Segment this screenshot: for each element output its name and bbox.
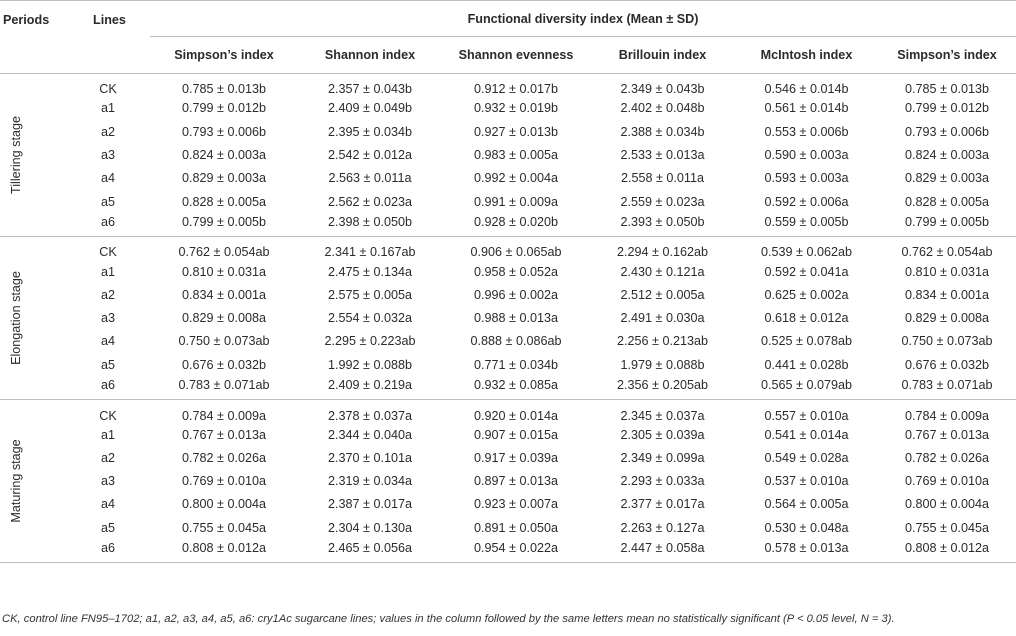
value-cell: 1.992 ± 0.088b — [328, 357, 412, 372]
value-cell: 0.564 ± 0.005a — [764, 497, 849, 512]
value-cell: 0.549 ± 0.028a — [764, 450, 849, 465]
line-cell: a5 — [100, 520, 115, 535]
line-cell: a6 — [100, 541, 115, 556]
column-header: Simpson’s index — [878, 37, 1016, 74]
table-row — [0, 516, 1016, 539]
value-cell: 0.793 ± 0.006b — [905, 124, 989, 139]
table-row — [0, 306, 1016, 329]
value-cell: 0.593 ± 0.003a — [764, 171, 849, 186]
table-row — [0, 74, 1016, 97]
value-cell: 0.537 ± 0.010a — [764, 474, 849, 489]
value-cell: 2.341 ± 0.167ab — [324, 245, 416, 260]
table-row — [0, 167, 1016, 190]
value-cell: 0.755 ± 0.045a — [182, 520, 266, 535]
value-cell: 2.447 ± 0.058a — [620, 541, 705, 556]
value-cell: 0.559 ± 0.005b — [764, 215, 849, 230]
table-row — [0, 423, 1016, 446]
value-cell: 0.769 ± 0.010a — [905, 474, 989, 489]
value-cell: 2.295 ± 0.223ab — [324, 334, 416, 349]
value-cell: 0.592 ± 0.041a — [764, 264, 849, 279]
period-label: Maturing stage — [9, 439, 23, 523]
value-cell: 0.557 ± 0.010a — [764, 408, 849, 423]
value-cell: 2.319 ± 0.034a — [328, 474, 412, 489]
line-cell: a4 — [100, 497, 115, 512]
value-cell: 2.542 ± 0.012a — [328, 148, 412, 163]
line-cell: a2 — [100, 450, 115, 465]
line-cell: CK — [99, 408, 117, 423]
value-cell: 0.546 ± 0.014b — [764, 82, 849, 97]
value-cell: 0.991 ± 0.009a — [474, 194, 558, 209]
value-cell: 0.750 ± 0.073ab — [178, 334, 270, 349]
value-cell: 2.345 ± 0.037a — [620, 408, 705, 423]
table-row — [0, 97, 1016, 120]
line-cell: a1 — [100, 101, 115, 116]
period-label: Tillering stage — [9, 116, 23, 194]
value-cell: 0.530 ± 0.048a — [764, 520, 849, 535]
value-cell: 0.783 ± 0.071ab — [901, 378, 993, 393]
value-cell: 0.769 ± 0.010a — [182, 474, 266, 489]
value-cell: 0.767 ± 0.013a — [905, 427, 989, 442]
value-cell: 2.475 ± 0.134a — [328, 264, 412, 279]
line-cell: a3 — [100, 474, 115, 489]
value-cell: 2.377 ± 0.017a — [620, 497, 705, 512]
value-cell: 2.378 ± 0.037a — [328, 408, 412, 423]
value-cell: 0.824 ± 0.003a — [905, 148, 989, 163]
column-header: Simpson’s index — [150, 37, 298, 74]
value-cell: 0.755 ± 0.045a — [905, 520, 989, 535]
table-row — [0, 283, 1016, 306]
value-cell: 0.810 ± 0.031a — [182, 264, 266, 279]
value-cell: 2.304 ± 0.130a — [328, 520, 412, 535]
value-cell: 0.829 ± 0.008a — [905, 311, 989, 326]
value-cell: 0.676 ± 0.032b — [905, 357, 989, 372]
value-cell: 0.808 ± 0.012a — [182, 541, 266, 556]
value-cell: 0.983 ± 0.005a — [474, 148, 558, 163]
value-cell: 2.256 ± 0.213ab — [617, 334, 708, 349]
value-cell: 0.782 ± 0.026a — [182, 450, 266, 465]
table-footnote: CK, control line FN95–1702; a1, a2, a3, a4, a5, a6: cry1Ac sugarcane lines; values in the column followed by the same letters mean no statistically significant (P < 0.05 level, N = 3). — [2, 613, 895, 625]
value-cell: 0.793 ± 0.006b — [182, 124, 266, 139]
value-cell: 0.824 ± 0.003a — [182, 148, 266, 163]
table-row — [0, 353, 1016, 376]
value-cell: 0.590 ± 0.003a — [764, 148, 849, 163]
value-cell: 0.932 ± 0.019b — [474, 101, 558, 116]
value-cell: 0.784 ± 0.009a — [905, 408, 989, 423]
value-cell: 0.618 ± 0.012a — [764, 311, 849, 326]
value-cell: 0.891 ± 0.050a — [474, 520, 558, 535]
table-row — [0, 120, 1016, 143]
value-cell: 0.927 ± 0.013b — [474, 124, 558, 139]
value-cell: 2.398 ± 0.050b — [328, 215, 412, 230]
table-row — [0, 237, 1016, 260]
line-cell: a4 — [100, 334, 115, 349]
value-cell: 0.565 ± 0.079ab — [761, 378, 852, 393]
value-cell: 0.578 ± 0.013a — [764, 541, 849, 556]
value-cell: 2.293 ± 0.033a — [620, 474, 705, 489]
value-cell: 2.393 ± 0.050b — [620, 215, 705, 230]
line-cell: CK — [99, 82, 117, 97]
period-label-cell — [0, 74, 80, 237]
table-row — [0, 143, 1016, 166]
value-cell: 2.263 ± 0.127a — [620, 520, 705, 535]
table-row — [0, 376, 1016, 399]
line-cell: a1 — [100, 427, 115, 442]
value-cell: 0.828 ± 0.005a — [905, 194, 989, 209]
value-cell: 0.920 ± 0.014a — [474, 408, 558, 423]
value-cell: 0.834 ± 0.001a — [905, 287, 989, 302]
value-cell: 0.906 ± 0.065ab — [470, 245, 562, 260]
column-header: Brillouin index — [590, 37, 735, 74]
value-cell: 2.349 ± 0.099a — [620, 450, 705, 465]
value-cell: 2.305 ± 0.039a — [620, 427, 705, 442]
table-row — [0, 213, 1016, 236]
value-cell: 0.625 ± 0.002a — [764, 287, 849, 302]
table-row — [0, 330, 1016, 353]
value-cell: 0.912 ± 0.017b — [474, 82, 558, 97]
column-header: Shannon index — [298, 37, 442, 74]
value-cell: 2.349 ± 0.043b — [620, 82, 705, 97]
value-cell: 2.558 ± 0.011a — [620, 171, 704, 186]
period-label-cell — [0, 400, 80, 563]
value-cell: 0.785 ± 0.013b — [182, 82, 266, 97]
value-cell: 0.799 ± 0.005b — [905, 215, 989, 230]
value-cell: 0.834 ± 0.001a — [182, 287, 266, 302]
period-label-cell — [0, 237, 80, 400]
value-cell: 2.554 ± 0.032a — [328, 311, 412, 326]
value-cell: 2.559 ± 0.023a — [620, 194, 705, 209]
value-cell: 0.988 ± 0.013a — [474, 311, 558, 326]
value-cell: 2.430 ± 0.121a — [620, 264, 705, 279]
value-cell: 0.561 ± 0.014b — [764, 101, 849, 116]
line-cell: a5 — [100, 357, 115, 372]
table-row — [0, 400, 1016, 423]
value-cell: 0.762 ± 0.054ab — [178, 245, 270, 260]
value-cell: 0.799 ± 0.012b — [905, 101, 989, 116]
value-cell: 2.491 ± 0.030a — [620, 311, 705, 326]
line-cell: CK — [99, 245, 117, 260]
value-cell: 0.829 ± 0.008a — [182, 311, 266, 326]
value-cell: 0.923 ± 0.007a — [474, 497, 558, 512]
value-cell: 0.954 ± 0.022a — [474, 541, 558, 556]
line-cell: a3 — [100, 148, 115, 163]
value-cell: 2.344 ± 0.040a — [328, 427, 412, 442]
value-cell: 2.388 ± 0.034b — [620, 124, 705, 139]
line-cell: a5 — [100, 194, 115, 209]
line-cell: a6 — [100, 215, 115, 230]
table-row — [0, 493, 1016, 516]
value-cell: 2.409 ± 0.049b — [328, 101, 412, 116]
value-cell: 0.828 ± 0.005a — [182, 194, 266, 209]
header-row-1 — [0, 1, 1016, 37]
value-cell: 0.441 ± 0.028b — [764, 357, 849, 372]
table-row — [0, 260, 1016, 283]
line-cell: a4 — [100, 171, 115, 186]
value-cell: 0.771 ± 0.034b — [474, 357, 558, 372]
value-cell: 0.932 ± 0.085a — [474, 378, 558, 393]
value-cell: 0.917 ± 0.039a — [474, 450, 558, 465]
line-cell: a2 — [100, 287, 115, 302]
value-cell: 2.575 ± 0.005a — [328, 287, 412, 302]
value-cell: 0.958 ± 0.052a — [474, 264, 558, 279]
table-row — [0, 470, 1016, 493]
value-cell: 2.356 ± 0.205ab — [617, 378, 708, 393]
value-cell: 0.750 ± 0.073ab — [901, 334, 993, 349]
period-label: Elongation stage — [9, 271, 23, 366]
value-cell: 0.525 ± 0.078ab — [761, 334, 852, 349]
table-row — [0, 446, 1016, 469]
column-header: Shannon evenness — [442, 37, 590, 74]
value-cell: 2.395 ± 0.034b — [328, 124, 412, 139]
functional-diversity-header: Functional diversity index (Mean ± SD) — [467, 11, 699, 26]
value-cell: 0.888 ± 0.086ab — [470, 334, 562, 349]
value-cell: 2.402 ± 0.048b — [620, 101, 705, 116]
value-cell: 0.539 ± 0.062ab — [761, 245, 852, 260]
value-cell: 0.783 ± 0.071ab — [178, 378, 270, 393]
value-cell: 2.294 ± 0.162ab — [617, 245, 708, 260]
value-cell: 0.992 ± 0.004a — [474, 171, 558, 186]
table-row — [0, 539, 1016, 562]
value-cell: 0.553 ± 0.006b — [764, 124, 849, 139]
value-cell: 0.800 ± 0.004a — [905, 497, 989, 512]
table-row — [0, 190, 1016, 213]
value-cell: 2.387 ± 0.017a — [328, 497, 412, 512]
value-cell: 2.533 ± 0.013a — [620, 148, 705, 163]
table-body — [0, 74, 1016, 563]
periods-header: Periods — [3, 13, 50, 27]
value-cell: 0.676 ± 0.032b — [182, 357, 266, 372]
value-cell: 2.512 ± 0.005a — [620, 287, 705, 302]
value-cell: 2.357 ± 0.043b — [328, 82, 412, 97]
value-cell: 0.799 ± 0.012b — [182, 101, 266, 116]
value-cell: 0.784 ± 0.009a — [182, 408, 266, 423]
line-cell: a2 — [100, 124, 115, 139]
value-cell: 0.800 ± 0.004a — [182, 497, 266, 512]
value-cell: 0.829 ± 0.003a — [182, 171, 266, 186]
column-header: McIntosh index — [735, 37, 878, 74]
value-cell: 2.370 ± 0.101a — [328, 450, 412, 465]
line-cell: a3 — [100, 311, 115, 326]
value-cell: 0.767 ± 0.013a — [182, 427, 266, 442]
value-cell: 0.897 ± 0.013a — [474, 474, 558, 489]
value-cell: 0.907 ± 0.015a — [474, 427, 558, 442]
value-cell: 2.562 ± 0.023a — [328, 194, 412, 209]
value-cell: 2.563 ± 0.011a — [328, 171, 412, 186]
value-cell: 0.592 ± 0.006a — [764, 194, 849, 209]
line-cell: a6 — [100, 378, 115, 393]
value-cell: 0.810 ± 0.031a — [905, 264, 989, 279]
header-row-2 — [0, 37, 1016, 74]
value-cell: 0.799 ± 0.005b — [182, 215, 266, 230]
value-cell: 0.829 ± 0.003a — [905, 171, 989, 186]
value-cell: 2.409 ± 0.219a — [328, 378, 412, 393]
value-cell: 0.928 ± 0.020b — [474, 215, 558, 230]
value-cell: 0.996 ± 0.002a — [474, 287, 558, 302]
value-cell: 0.782 ± 0.026a — [905, 450, 989, 465]
value-cell: 2.465 ± 0.056a — [328, 541, 412, 556]
lines-header: Lines — [93, 13, 126, 27]
value-cell: 0.808 ± 0.012a — [905, 541, 989, 556]
value-cell: 1.979 ± 0.088b — [620, 357, 705, 372]
value-cell: 0.541 ± 0.014a — [764, 427, 849, 442]
value-cell: 0.762 ± 0.054ab — [901, 245, 993, 260]
value-cell: 0.785 ± 0.013b — [905, 82, 989, 97]
line-cell: a1 — [100, 264, 115, 279]
